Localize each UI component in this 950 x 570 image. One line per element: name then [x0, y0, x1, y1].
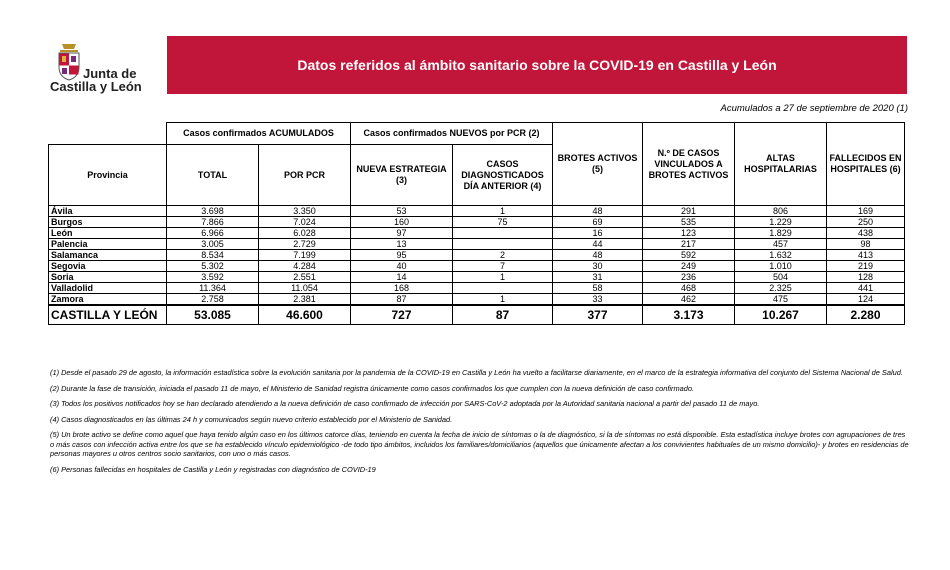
total-value: 3.173	[643, 305, 735, 325]
title-banner	[167, 36, 907, 94]
province-cell: Segovia	[49, 261, 167, 272]
value-cell: 33	[553, 294, 643, 306]
value-cell: 11.054	[259, 283, 351, 294]
col-por-pcr: POR PCR	[259, 145, 351, 206]
footnote: (2) Durante la fase de transición, iniciada el pasado 11 de mayo, el Ministerio de Sanidad registra únicamente como casos confirmados los que cumplen con la nueva definición de caso confirmado.	[50, 383, 695, 393]
value-cell: 3.592	[167, 272, 259, 283]
table-row	[49, 206, 905, 217]
value-cell: 160	[351, 217, 453, 228]
value-cell: 123	[643, 228, 735, 239]
footnotes	[50, 368, 910, 480]
col-brotes: BROTES ACTIVOS (5)	[553, 123, 643, 206]
group-acumulados: Casos confirmados ACUMULADOS	[167, 123, 351, 145]
province-cell: Zamora	[49, 294, 167, 306]
value-cell: 2.325	[735, 283, 827, 294]
value-cell: 14	[351, 272, 453, 283]
value-cell: 1	[453, 206, 553, 217]
value-cell: 40	[351, 261, 453, 272]
total-value: 53.085	[167, 305, 259, 325]
table-row	[49, 294, 905, 306]
value-cell: 11.364	[167, 283, 259, 294]
value-cell: 535	[643, 217, 735, 228]
footnote: (1) Desde el pasado 29 de agosto, la información estadística sobre la evolución sanitaria por la pandemia de la COVID-19 en Castilla y León ha vuelto a facilitarse diariamente, en el marco de la estrategia informativa del conjunto del Sistema Nacional de Salud.	[50, 368, 903, 377]
value-cell: 2.551	[259, 272, 351, 283]
value-cell: 6.966	[167, 228, 259, 239]
value-cell: 249	[643, 261, 735, 272]
total-value: 377	[553, 305, 643, 325]
table-row	[49, 283, 905, 294]
total-value: 2.280	[827, 305, 905, 325]
logo-line1: Junta de	[83, 66, 137, 81]
value-cell: 413	[827, 250, 905, 261]
footnote: (5) Un brote activo se define como aquel que haya tenido algún caso en los últimos catorce días, teniendo en cuenta la fecha de inicio de síntomas o la de diagnóstico, si la de síntomas no está disponible. Esta estadística incluye brotes con agrupaciones de tres o más casos con infección activa entre los que se ha establecido vínculo epidemiológico -de todo tipo ámbitos, incluidos los familiares/domiciliarios (aquellos que únicamente afectan a los convivientes habituales de un mismo domicilio)- y brotes en residencias de personas mayores u otros centros socio sanitarios, con uno o más casos.	[50, 430, 909, 458]
value-cell: 7.866	[167, 217, 259, 228]
value-cell: 75	[453, 217, 553, 228]
value-cell: 250	[827, 217, 905, 228]
total-value: 727	[351, 305, 453, 325]
banner-title: Datos referidos al ámbito sanitario sobre la COVID-19 en Castilla y León	[297, 57, 777, 73]
value-cell: 441	[827, 283, 905, 294]
value-cell: 1.632	[735, 250, 827, 261]
col-provincia: Provincia	[49, 145, 167, 206]
value-cell: 1.229	[735, 217, 827, 228]
value-cell	[453, 239, 553, 250]
value-cell: 3.350	[259, 206, 351, 217]
table-row	[49, 272, 905, 283]
value-cell: 291	[643, 206, 735, 217]
header-blank	[49, 123, 167, 145]
total-value: 87	[453, 305, 553, 325]
value-cell: 53	[351, 206, 453, 217]
junta-logo	[48, 40, 148, 95]
value-cell	[453, 283, 553, 294]
value-cell: 2.381	[259, 294, 351, 306]
value-cell: 592	[643, 250, 735, 261]
value-cell: 31	[553, 272, 643, 283]
province-cell: Burgos	[49, 217, 167, 228]
value-cell	[453, 228, 553, 239]
table-body	[49, 206, 905, 325]
footnote: (6) Personas fallecidas en hospitales de Castilla y León y registradas con diagnóstico de COVID-19	[50, 464, 376, 474]
value-cell: 128	[827, 272, 905, 283]
province-cell: Salamanca	[49, 250, 167, 261]
value-cell: 504	[735, 272, 827, 283]
value-cell: 462	[643, 294, 735, 306]
total-label: CASTILLA Y LEÓN	[49, 305, 167, 325]
total-value: 10.267	[735, 305, 827, 325]
logo-line2: Castilla y León	[50, 79, 142, 94]
value-cell: 2.758	[167, 294, 259, 306]
group-nuevos: Casos confirmados NUEVOS por PCR (2)	[351, 123, 553, 145]
province-cell: Soria	[49, 272, 167, 283]
col-vinculados: N.º DE CASOS VINCULADOS A BROTES ACTIVOS	[643, 123, 735, 206]
value-cell: 7.024	[259, 217, 351, 228]
value-cell: 4.284	[259, 261, 351, 272]
province-cell: Ávila	[49, 206, 167, 217]
value-cell: 457	[735, 239, 827, 250]
value-cell: 468	[643, 283, 735, 294]
value-cell: 236	[643, 272, 735, 283]
value-cell: 30	[553, 261, 643, 272]
table-row	[49, 239, 905, 250]
col-total: TOTAL	[167, 145, 259, 206]
value-cell: 217	[643, 239, 735, 250]
value-cell: 219	[827, 261, 905, 272]
value-cell: 5.302	[167, 261, 259, 272]
value-cell: 8.534	[167, 250, 259, 261]
province-cell: Valladolid	[49, 283, 167, 294]
value-cell: 7.199	[259, 250, 351, 261]
value-cell: 168	[351, 283, 453, 294]
value-cell: 7	[453, 261, 553, 272]
value-cell: 58	[553, 283, 643, 294]
value-cell: 6.028	[259, 228, 351, 239]
value-cell: 169	[827, 206, 905, 217]
province-cell: Palencia	[49, 239, 167, 250]
table-row	[49, 228, 905, 239]
value-cell: 87	[351, 294, 453, 306]
value-cell: 1	[453, 272, 553, 283]
value-cell: 13	[351, 239, 453, 250]
footnote: (4) Casos diagnosticados en las últimas 24 h y comunicados según nuevo criterio establecido por el Ministerio de Sanidad.	[50, 414, 453, 424]
value-cell: 48	[553, 250, 643, 261]
covid-table	[48, 122, 905, 325]
value-cell: 44	[553, 239, 643, 250]
total-row	[49, 305, 905, 325]
value-cell: 806	[735, 206, 827, 217]
value-cell: 98	[827, 239, 905, 250]
value-cell: 48	[553, 206, 643, 217]
value-cell: 1.829	[735, 228, 827, 239]
value-cell: 16	[553, 228, 643, 239]
value-cell: 2	[453, 250, 553, 261]
value-cell: 475	[735, 294, 827, 306]
col-fallecidos: FALLECIDOS EN HOSPITALES (6)	[827, 123, 905, 206]
table-row	[49, 261, 905, 272]
coat-of-arms-icon	[56, 42, 82, 82]
table-row	[49, 250, 905, 261]
col-casos-dia-anterior: CASOS DIAGNOSTICADOS DÍA ANTERIOR (4)	[453, 145, 553, 206]
value-cell: 2.729	[259, 239, 351, 250]
date-subtitle: Acumulados a 27 de septiembre de 2020 (1)	[720, 103, 908, 114]
value-cell: 438	[827, 228, 905, 239]
value-cell: 124	[827, 294, 905, 306]
value-cell: 97	[351, 228, 453, 239]
footnote: (3) Todos los positivos notificados hoy se han declarado atendiendo a la nueva definición de caso confirmado de infección por SARS-CoV-2 adoptada por la Autoridad sanitaria nacional a partir del pasado 11 de mayo.	[50, 399, 760, 408]
col-nueva-estrategia: NUEVA ESTRATEGIA (3)	[351, 145, 453, 206]
col-altas: ALTAS HOSPITALARIAS	[735, 123, 827, 206]
value-cell: 3.698	[167, 206, 259, 217]
value-cell: 95	[351, 250, 453, 261]
province-cell: León	[49, 228, 167, 239]
value-cell: 69	[553, 217, 643, 228]
logo-text	[50, 66, 142, 94]
value-cell: 1.010	[735, 261, 827, 272]
value-cell: 1	[453, 294, 553, 306]
value-cell: 3.005	[167, 239, 259, 250]
table-row	[49, 217, 905, 228]
total-value: 46.600	[259, 305, 351, 325]
